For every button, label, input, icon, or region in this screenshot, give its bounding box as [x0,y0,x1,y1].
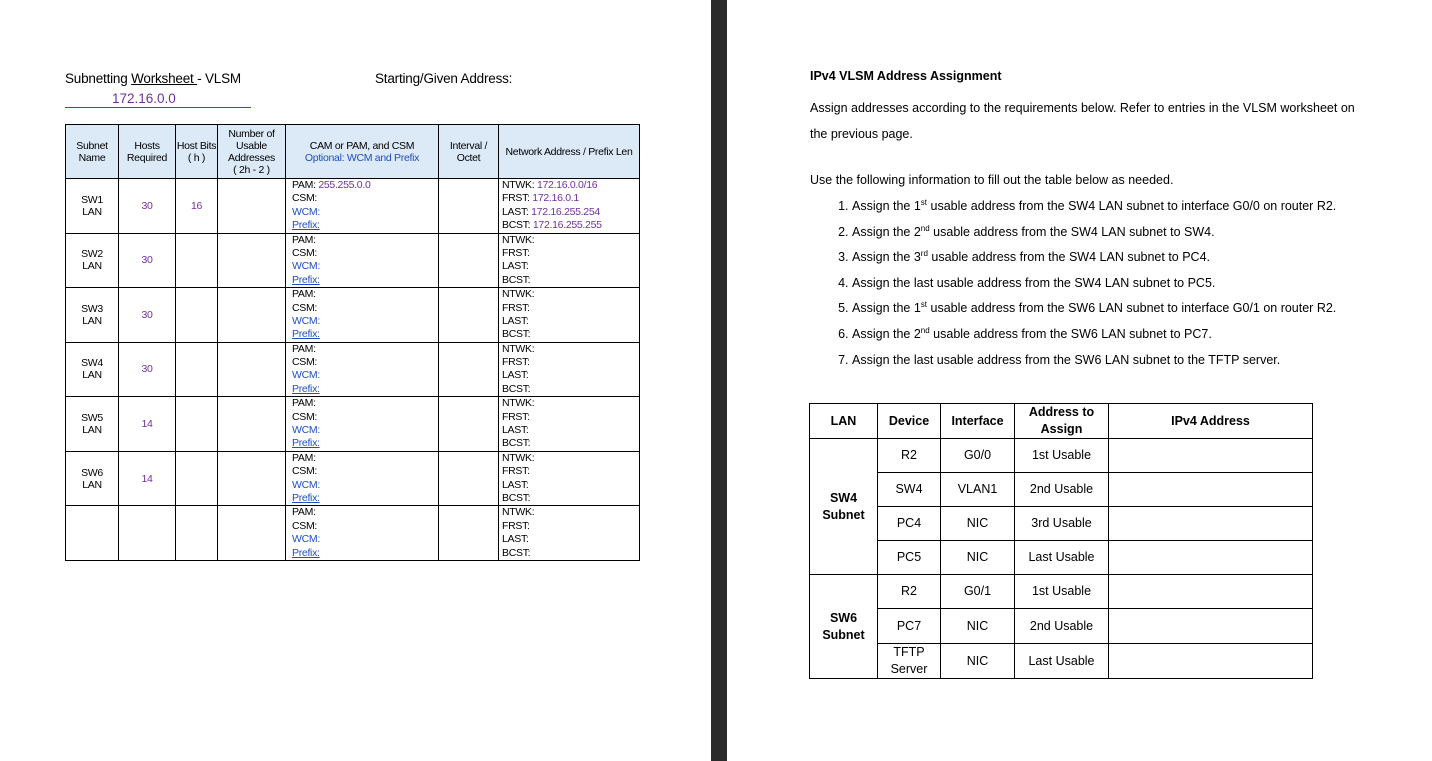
given-address-field[interactable] [65,91,251,108]
assignment-row [810,541,1313,575]
address-to-assign-cell: Last Usable [1015,541,1109,575]
address-to-assign-cell: 2nd Usable [1015,473,1109,507]
instruction-item: 4. Assign the last usable address from the SW4 LAN subnet to PC5. [852,267,1412,293]
hosts-required-cell[interactable]: 14 [119,451,176,506]
subnet-name-cell[interactable]: SW5 LAN [66,397,119,452]
network-address-cell[interactable]: NTWK: FRST: LAST: BCST: [499,397,640,452]
header-lan: LAN [810,404,878,439]
device-cell: SW4 [878,473,941,507]
header-ipv4-address: IPv4 Address [1109,404,1313,439]
usable-addresses-cell[interactable] [218,506,286,561]
interval-cell[interactable] [439,506,499,561]
host-bits-cell[interactable]: 16 [176,179,218,234]
subnet-name-cell[interactable]: SW1 LAN [66,179,119,234]
vlsm-worksheet-table [65,124,640,561]
hosts-required-cell[interactable]: 30 [119,233,176,288]
device-cell: PC4 [878,507,941,541]
starting-address-label: Starting/Given Address: [375,71,513,86]
cam-cell[interactable]: PAM: 255.255.0.0 CSM: WCM: Prefix: [286,179,439,234]
ipv4-address-cell[interactable] [1109,541,1313,575]
subnet-name-cell[interactable]: SW6 LAN [66,451,119,506]
worksheet-row [66,342,640,397]
address-assignment-table [809,403,1313,679]
hosts-required-cell[interactable]: 30 [119,179,176,234]
network-address-cell[interactable]: NTWK: FRST: LAST: BCST: [499,288,640,343]
worksheet-row [66,506,640,561]
worksheet-header-row [66,125,640,179]
header-device: Device [878,404,941,439]
cam-cell[interactable]: PAM: CSM: WCM: Prefix: [286,451,439,506]
instruction-item: 1. Assign the 1st usable address from the SW4 LAN subnet to interface G0/0 on router R2. [852,190,1412,216]
subnet-name-cell[interactable] [66,506,119,561]
worksheet-page [0,0,711,761]
device-cell: PC7 [878,609,941,644]
ipv4-address-cell[interactable] [1109,609,1313,644]
page-divider [711,0,727,761]
interval-cell[interactable] [439,288,499,343]
assignment-header-row [810,404,1313,439]
given-address-value: 172.16.0.0 [112,91,176,106]
subnet-name-cell[interactable]: SW4 LAN [66,342,119,397]
interface-cell: NIC [941,507,1015,541]
interval-cell[interactable] [439,179,499,234]
usable-addresses-cell[interactable] [218,397,286,452]
device-cell: PC5 [878,541,941,575]
network-address-cell[interactable]: NTWK: FRST: LAST: BCST: [499,233,640,288]
network-address-cell[interactable]: NTWK: FRST: LAST: BCST: [499,342,640,397]
header-interface: Interface [941,404,1015,439]
worksheet-row [66,451,640,506]
hosts-required-cell[interactable]: 30 [119,288,176,343]
host-bits-cell[interactable] [176,451,218,506]
host-bits-cell[interactable] [176,397,218,452]
network-address-cell[interactable]: NTWK: 172.16.0.0/16 FRST: 172.16.0.1 LAST: 172.16.255.254 BCST: 172.16.255.255 [499,179,640,234]
interface-cell: NIC [941,609,1015,644]
cam-cell[interactable]: PAM: CSM: WCM: Prefix: [286,506,439,561]
address-to-assign-cell: 1st Usable [1015,575,1109,609]
subnet-name-cell[interactable]: SW3 LAN [66,288,119,343]
cam-cell[interactable]: PAM: CSM: WCM: Prefix: [286,397,439,452]
device-cell: R2 [878,439,941,473]
interface-cell: VLAN1 [941,473,1015,507]
interval-cell[interactable] [439,342,499,397]
network-address-cell[interactable]: NTWK: FRST: LAST: BCST: [499,451,640,506]
instruction-item: 6. Assign the 2nd usable address from the SW6 LAN subnet to PC7. [852,318,1412,344]
address-to-assign-cell: 3rd Usable [1015,507,1109,541]
host-bits-cell[interactable] [176,288,218,343]
interval-cell[interactable] [439,233,499,288]
instruction-item: 2. Assign the 2nd usable address from the SW4 LAN subnet to SW4. [852,216,1412,242]
assignment-use-info: Use the following information to fill out the table below as needed. [810,173,1174,187]
interface-cell: G0/1 [941,575,1015,609]
instruction-item: 3. Assign the 3rd usable address from the SW4 LAN subnet to PC4. [852,241,1412,267]
cam-cell[interactable]: PAM: CSM: WCM: Prefix: [286,233,439,288]
assignment-row [810,439,1313,473]
assignment-row [810,473,1313,507]
header-address-to-assign: Address to Assign [1015,404,1109,439]
usable-addresses-cell[interactable] [218,179,286,234]
lan-group-sw4: SW4 Subnet [810,439,878,575]
worksheet-row [66,397,640,452]
assignment-row [810,575,1313,609]
ipv4-address-cell[interactable] [1109,575,1313,609]
header-host-bits: Host Bits ( h ) [176,125,218,179]
ipv4-address-cell[interactable] [1109,644,1313,679]
worksheet-row [66,288,640,343]
host-bits-cell[interactable] [176,506,218,561]
assignment-row [810,609,1313,644]
interface-cell: G0/0 [941,439,1015,473]
host-bits-cell[interactable] [176,342,218,397]
assignment-row [810,644,1313,679]
network-address-cell[interactable]: NTWK: FRST: LAST: BCST: [499,506,640,561]
host-bits-cell[interactable] [176,233,218,288]
address-to-assign-cell: 2nd Usable [1015,609,1109,644]
header-subnet-name: Subnet Name [66,125,119,179]
device-cell: TFTP Server [878,644,941,679]
worksheet-row [66,179,640,234]
interface-cell: NIC [941,644,1015,679]
interface-cell: NIC [941,541,1015,575]
header-usable-addresses: Number of Usable Addresses ( 2h - 2 ) [218,125,286,179]
usable-addresses-cell[interactable] [218,342,286,397]
usable-addresses-cell[interactable] [218,451,286,506]
hosts-required-cell[interactable]: 30 [119,342,176,397]
usable-addresses-cell[interactable] [218,233,286,288]
ipv4-address-cell[interactable] [1109,473,1313,507]
assignment-row [810,507,1313,541]
assignment-page [727,0,1432,761]
interval-cell[interactable] [439,451,499,506]
header-interval: Interval / Octet [439,125,499,179]
cam-cell[interactable]: PAM: CSM: WCM: Prefix: [286,288,439,343]
address-to-assign-cell: 1st Usable [1015,439,1109,473]
worksheet-title: Subnetting Worksheet - VLSM [65,71,241,86]
address-to-assign-cell: Last Usable [1015,644,1109,679]
ipv4-address-cell[interactable] [1109,507,1313,541]
instruction-item: 5. Assign the 1st usable address from the SW6 LAN subnet to interface G0/1 on router R2. [852,292,1412,318]
ipv4-address-cell[interactable] [1109,439,1313,473]
worksheet-row [66,233,640,288]
lan-group-sw6: SW6 Subnet [810,575,878,679]
hosts-required-cell[interactable]: 14 [119,397,176,452]
usable-addresses-cell[interactable] [218,288,286,343]
hosts-required-cell[interactable] [119,506,176,561]
assignment-title: IPv4 VLSM Address Assignment [810,69,1002,83]
device-cell: R2 [878,575,941,609]
instruction-list [831,190,1412,369]
assignment-intro: Assign addresses according to the requirements below. Refer to entries in the VLSM worksheet on the previous page. [810,101,1355,141]
header-network-address: Network Address / Prefix Len [499,125,640,179]
interval-cell[interactable] [439,397,499,452]
instruction-item: 7. Assign the last usable address from the SW6 LAN subnet to the TFTP server. [852,344,1412,370]
header-hosts-required: Hosts Required [119,125,176,179]
subnet-name-cell[interactable]: SW2 LAN [66,233,119,288]
header-cam: CAM or PAM, and CSM Optional: WCM and Prefix [286,125,439,179]
cam-cell[interactable]: PAM: CSM: WCM: Prefix: [286,342,439,397]
